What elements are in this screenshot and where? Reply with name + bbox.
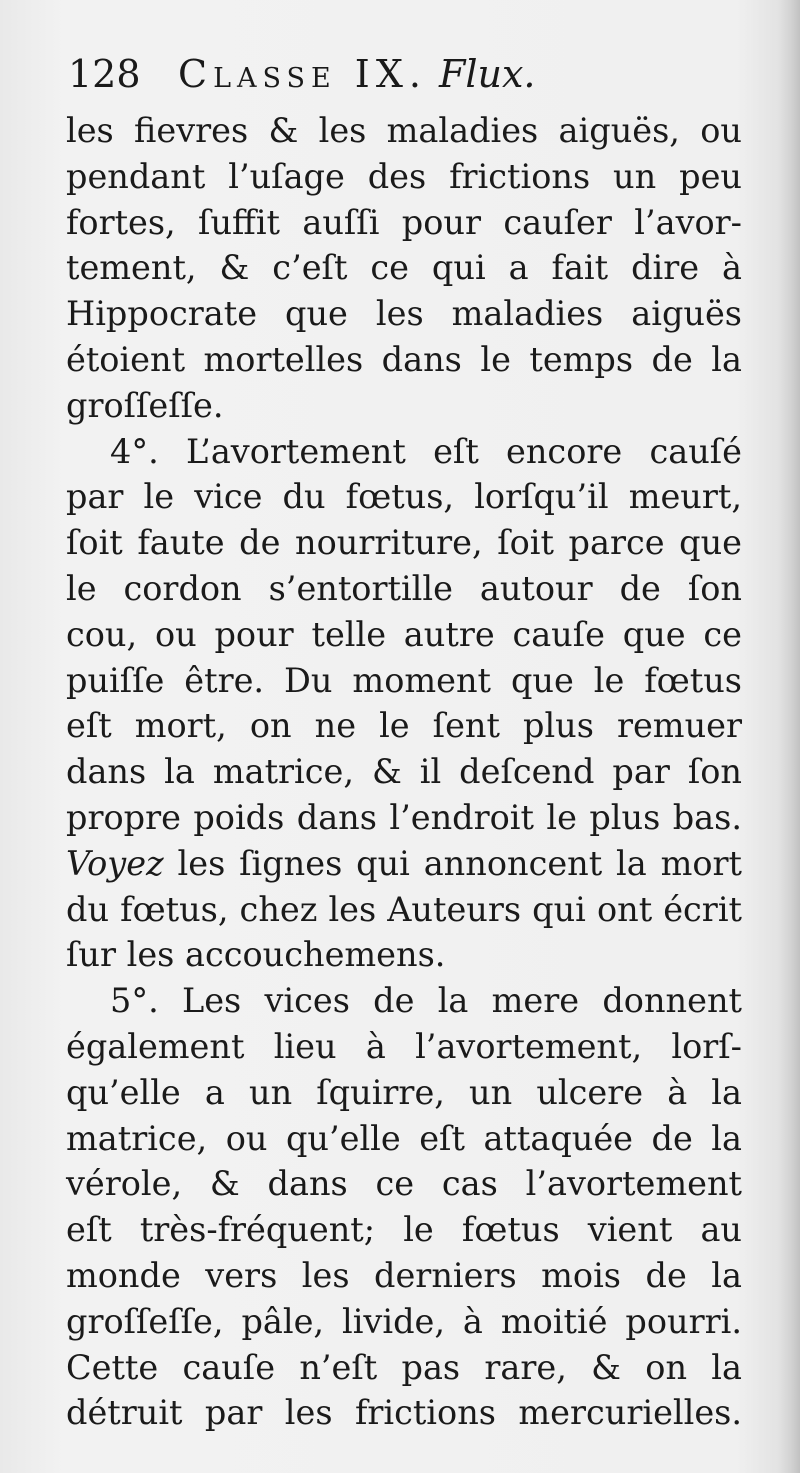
text-line: groſſeſſe. (66, 385, 224, 425)
text-line: étoient mortelles dans le temps de la (66, 339, 742, 379)
text-line: vérole, & dans ce cas l’avortement (66, 1164, 742, 1204)
text-line: eſt mort, on ne le ſent plus remuer (66, 706, 742, 746)
text-line: tement, & c’eſt ce qui a fait dire à (66, 248, 742, 288)
text-line: les fievres & les maladies aiguës, ou (66, 111, 742, 150)
class-heading: Classe IX. (178, 52, 427, 96)
text-line (66, 841, 742, 887)
text-line: détruit par les frictions mercurielles. (66, 1393, 742, 1433)
text-line: eſt très-fréquent; le fœtus vient au (66, 1210, 742, 1250)
text-line: propre poids dans l’endroit le plus bas. (66, 797, 742, 837)
text-line: fortes, ſuffit auſſi pour cauſer l’avor- (66, 202, 742, 242)
text-line: cou, ou pour telle autre cauſe que ce (66, 614, 742, 654)
text-line: par le vice du fœtus, lorſqu’il meurt, (66, 477, 742, 517)
text-line: Cette cauſe n’eſt pas rare, & on la (66, 1347, 742, 1387)
text-line: Hippocrate que les maladies aiguës (66, 294, 742, 334)
running-header (68, 44, 748, 104)
text-line: ſoit faute de nourriture, ſoit parce que (66, 523, 742, 563)
section-title: Flux. (438, 52, 536, 96)
text-line: groſſeſſe, pâle, livide, à moitié pourri. (66, 1301, 742, 1341)
text-line: pendant l’uſage des frictions un peu (66, 156, 742, 196)
page-number: 128 (68, 52, 141, 96)
text-line: du fœtus, chez les Auteurs qui ont écrit (66, 889, 742, 929)
paragraph-start-line: 5°. Les vices de la mere donnent (110, 981, 742, 1021)
line-remainder: les ſignes qui annoncent la mort (177, 843, 742, 883)
text-line: également lieu à l’avortement, lorſ- (66, 1026, 742, 1066)
page-edge-shadow (778, 0, 800, 1473)
text-line: puiſſe être. Du moment que le fœtus (66, 660, 742, 700)
text-line: qu’elle a un ſquirre, un ulcere à la (66, 1072, 742, 1112)
text-line: le cordon s’entortille autour de ſon (66, 568, 742, 608)
text-line: matrice, ou qu’elle eſt attaquée de la (66, 1118, 742, 1158)
text-line: ſur les accouchemens. (66, 935, 446, 975)
body-text (66, 108, 742, 1436)
paragraph-start-line: 4°. L’avortement eſt encore cauſé (110, 431, 742, 471)
text-line: monde vers les derniers mois de la (66, 1255, 742, 1295)
text-line: dans la matrice, & il deſcend par ſon (66, 752, 742, 792)
italic-word: Voyez (66, 843, 164, 883)
